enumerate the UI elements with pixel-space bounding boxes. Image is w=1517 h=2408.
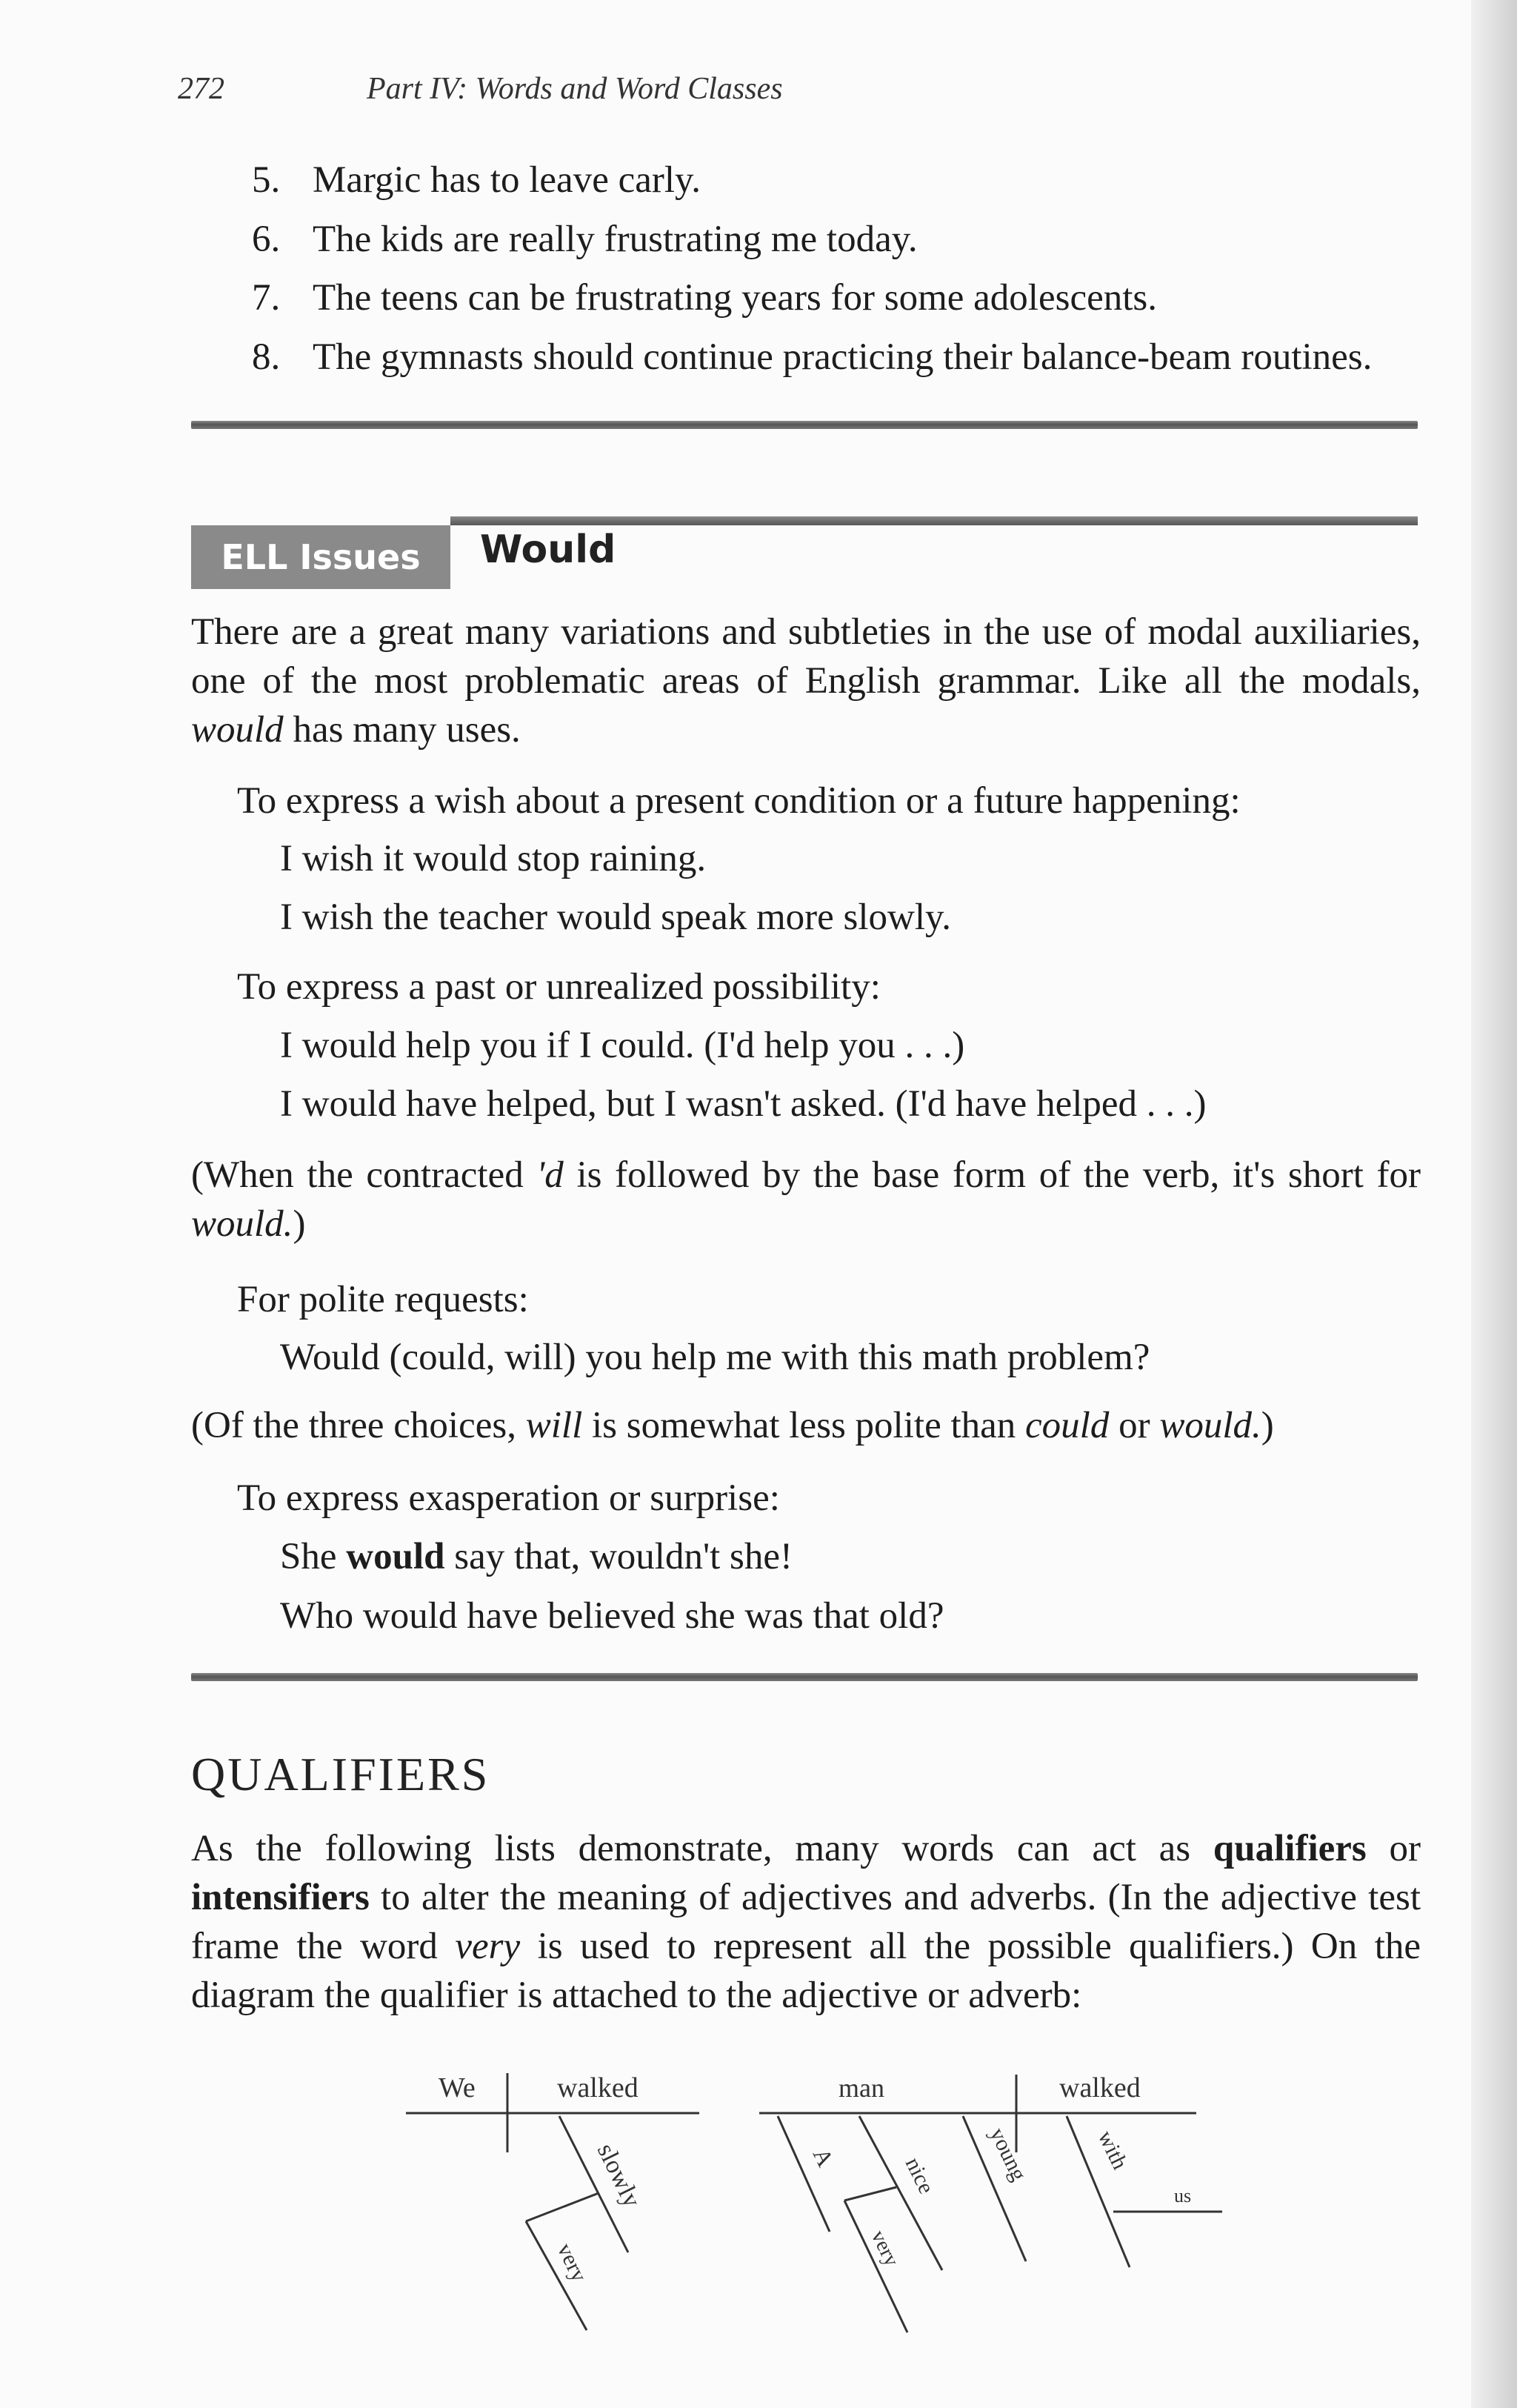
diagram-word: A [807,2143,840,2171]
note-paragraph: (When the contracted 'd is followed by the base form of the verb, it's short for would.) [191,1154,1421,1245]
diagram-word: with [1093,2126,1133,2174]
example-sentence: Would (could, will) you help me with this math problem? [280,1337,1150,1378]
qualifier-connector [844,2187,896,2201]
diagram-word: very [552,2239,592,2286]
ell-intro: There are a great many variations and subtleties in the use of modal auxiliaries, one of the most problematic areas of English grammar. Like all the modals, would has many uses. [191,611,1421,751]
example-sentence: I wish it would stop raining. [280,838,707,879]
list-number: 6. [252,219,281,260]
list-text: The gymnasts should continue practicing their balance-beam routines. [313,336,1373,378]
diagram-word: walked [1059,2072,1141,2103]
list-number: 8. [252,336,281,378]
example-sentence: Who would have believed she was that old? [280,1595,944,1637]
usage-label: For polite requests: [237,1279,529,1320]
qualifier-connector [526,2193,599,2221]
diagram-word: nice [900,2153,939,2198]
usage-label: To express a past or unrealized possibility: [237,966,881,1008]
qualifier-slant-line [844,2201,907,2332]
list-text: The teens can be frustrating years for some adolescents. [313,277,1157,319]
ell-title: Would [480,528,616,572]
diagram-word: slowly [591,2139,646,2212]
part-title: Part IV: Words and Word Classes [367,72,783,106]
diagram-word: man [838,2073,884,2103]
example-sentence: I would have helped, but I wasn't asked. (I'd have helped . . .) [280,1083,1207,1125]
list-number: 5. [252,159,281,201]
qualifiers-paragraph: As the following lists demonstrate, many words can act as qualifiers or intensifiers to alter the meaning of adjectives and adverbs. (In the adjective test frame the word very is used to represent all the possible qualifiers.) On the diagram the qualifier is attached to the adjective or adverb: [191,1828,1421,2016]
diagram-word: us [1174,2185,1192,2206]
list-number: 7. [252,277,281,319]
usage-label: To express exasperation or surprise: [237,1477,780,1519]
list-text: The kids are really frustrating me today. [313,219,918,260]
diagram-word: walked [557,2072,639,2103]
example-sentence: I wish the teacher would speak more slowly. [280,897,951,938]
page-number: 272 [178,72,224,106]
usage-label: To express a wish about a present condition or a future happening: [237,780,1241,822]
example-sentence: I would help you if I could. (I'd help you . . .) [280,1025,965,1066]
example-sentence: She would say that, wouldn't she! [280,1536,793,1577]
list-text: Margic has to leave carly. [313,159,701,201]
section-heading: QUALIFIERS [191,1748,490,1800]
diagram-word: young [984,2123,1032,2185]
diagram-word: We [439,2072,476,2103]
note-paragraph: (Of the three choices, will is somewhat less polite than could or would.) [191,1405,1274,1446]
modifier-slant-line [778,2116,830,2232]
diagram-word: very [866,2226,904,2270]
ell-badge: ELL Issues [191,525,450,589]
